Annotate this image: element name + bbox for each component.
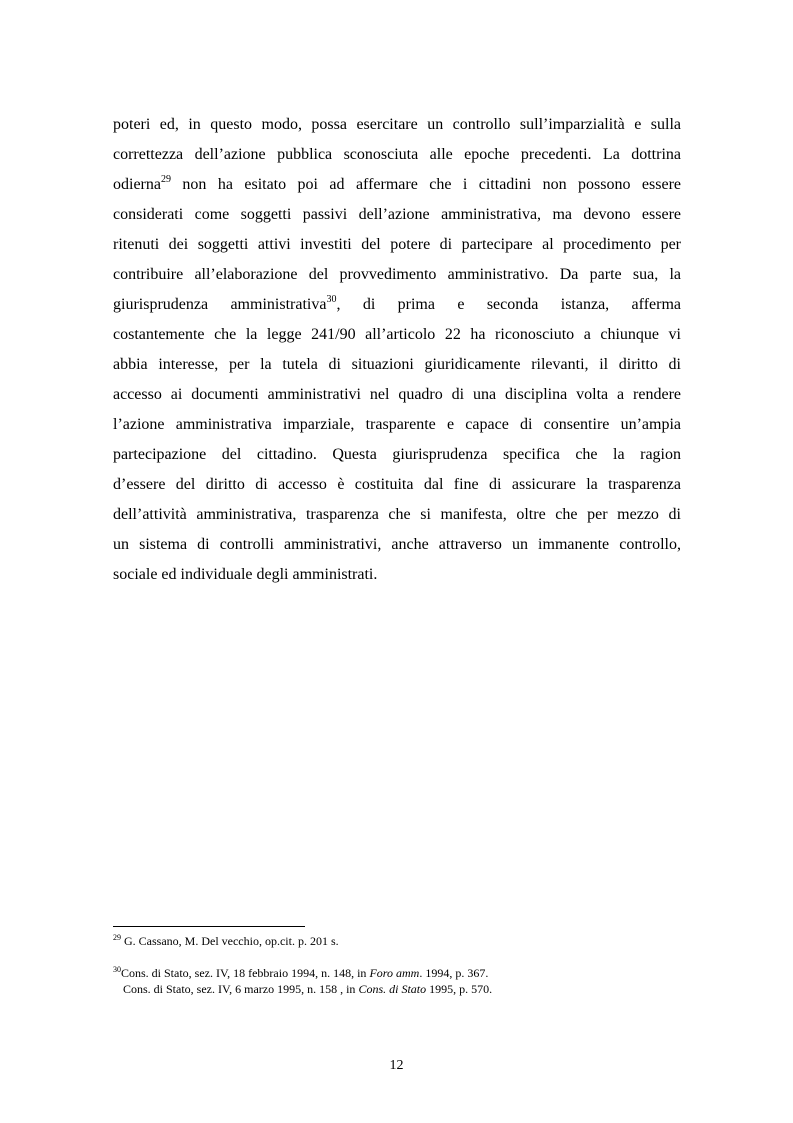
- body-line-text: giurisprudenza amministrativa: [113, 296, 327, 313]
- footnote-line: [113, 981, 693, 997]
- footnote-30: [113, 965, 693, 997]
- footnote-source-italic: Cons. di Stato: [358, 982, 427, 996]
- body-line: correttezza dell’azione pubblica sconosciuta alle epoche precedenti. La dottrina: [113, 146, 681, 163]
- footnote-text: Cons. di Stato, sez. IV, 6 marzo 1995, n. 158 , in: [123, 982, 359, 996]
- footnote-number: 29: [113, 933, 121, 942]
- body-line: un sistema di controlli amministrativi, anche attraverso un immanente controllo,: [113, 536, 681, 553]
- body-line: poteri ed, in questo modo, possa esercitare un controllo sull’imparzialità e sulla: [113, 116, 681, 133]
- body-line: costantemente che la legge 241/90 all’articolo 22 ha riconosciuto a chiunque vi: [113, 326, 681, 343]
- body-line: [113, 170, 681, 200]
- footnote-ref-29: 29: [160, 174, 171, 185]
- footnote-source-italic: Foro amm: [369, 966, 420, 980]
- footnote-ref-30: 30: [326, 294, 337, 305]
- body-line: abbia interesse, per la tutela di situazioni giuridicamente rilevanti, il diritto di: [113, 356, 681, 373]
- footnote-separator: [113, 926, 305, 927]
- body-line-text: non ha esitato poi ad affermare che i cittadini non possono essere: [170, 176, 681, 193]
- footnote-29: [113, 933, 693, 949]
- body-line-text: , di prima e seconda istanza, afferma: [336, 296, 681, 313]
- body-line: considerati come soggetti passivi dell’azione amministrativa, ma devono essere: [113, 206, 681, 223]
- footnote-text: Cons. di Stato, sez. IV, 18 febbraio 1994, n. 148, in: [121, 966, 370, 980]
- footnote-text: G. Cassano, M. Del vecchio, op.cit. p. 201 s.: [121, 934, 339, 948]
- body-line: l’azione amministrativa imparziale, trasparente e capace di consentire un’ampia: [113, 416, 681, 433]
- footnote-line: [113, 966, 488, 980]
- body-text: [113, 110, 681, 590]
- body-line: accesso ai documenti amministrativi nel quadro di una disciplina volta a rendere: [113, 386, 681, 403]
- footnote-text: 1995, p. 570.: [426, 982, 493, 996]
- body-line: dell’attività amministrativa, trasparenza che si manifesta, oltre che per mezzo di: [113, 506, 681, 523]
- footnote-number: 30: [113, 965, 121, 974]
- body-line-text: odierna: [113, 176, 161, 193]
- page-number: 12: [389, 1058, 404, 1073]
- body-line: partecipazione del cittadino. Questa giurisprudenza specifica che la ragion: [113, 446, 681, 463]
- body-line: [113, 290, 681, 320]
- footnote-text: . 1994, p. 367.: [419, 966, 489, 980]
- body-line: contribuire all’elaborazione del provvedimento amministrativo. Da parte sua, la: [113, 266, 681, 283]
- body-line: d’essere del diritto di accesso è costituita dal fine di assicurare la trasparenza: [113, 476, 681, 493]
- body-line: sociale ed individuale degli amministrati.: [113, 566, 378, 583]
- body-line: ritenuti dei soggetti attivi investiti del potere di partecipare al procedimento per: [113, 236, 681, 253]
